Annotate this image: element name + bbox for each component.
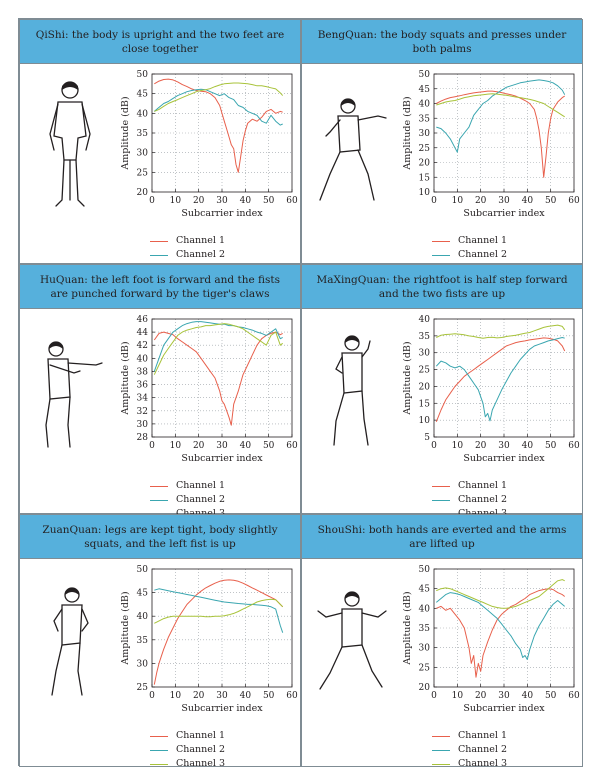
- x-axis-label: Subcarrier index: [181, 703, 263, 714]
- x-tick-label: 60: [286, 196, 298, 206]
- legend-swatch: [432, 750, 450, 751]
- legend-label: Channel 3: [176, 758, 226, 769]
- y-tick-label: 50: [136, 565, 148, 575]
- y-tick-label: 28: [136, 433, 148, 443]
- y-tick-label: 40: [136, 109, 148, 120]
- legend-label: Channel 2: [458, 744, 508, 755]
- legend-item-channel-2: [432, 743, 572, 757]
- panel-title: [302, 265, 582, 309]
- x-tick-label: 40: [239, 196, 252, 206]
- series-line-channel-2: [436, 593, 564, 660]
- figure-grid: [18, 18, 582, 769]
- legend-label: Channel 1: [458, 480, 508, 491]
- legend-label: Channel 3: [458, 758, 508, 769]
- legend-label: Channel 1: [176, 730, 226, 741]
- series-line-channel-2: [436, 80, 564, 152]
- legend-label: Channel 2: [458, 249, 508, 260]
- y-tick-label: 34: [136, 393, 148, 404]
- y-tick-label: 40: [136, 354, 148, 365]
- x-tick-label: 20: [474, 441, 487, 451]
- y-tick-label: 40: [418, 99, 430, 110]
- y-tick-label: 30: [136, 659, 148, 670]
- series-line-channel-3: [154, 83, 282, 111]
- x-axis-label: Subcarrier index: [181, 208, 263, 219]
- y-tick-label: 50: [136, 70, 148, 80]
- legend-label: Channel 1: [458, 730, 508, 741]
- y-axis-label: Amplitude (dB): [120, 96, 131, 170]
- series-line-channel-3: [436, 94, 564, 117]
- legend-swatch: [432, 500, 450, 501]
- x-tick-label: 50: [544, 196, 557, 206]
- legend-item-channel-2: [432, 493, 572, 507]
- y-tick-label: 25: [418, 365, 430, 376]
- y-tick-label: 25: [136, 168, 148, 179]
- panel-title-text: ZuanQuan: legs are kept tight, body slightly squats, and the left fist is up: [42, 523, 278, 550]
- legend-label: Channel 1: [458, 235, 508, 246]
- y-tick-label: 35: [418, 331, 430, 342]
- panel-title: [20, 515, 300, 559]
- y-axis-label: Amplitude (dB): [402, 341, 413, 415]
- x-tick-label: 10: [169, 441, 182, 451]
- legend: [150, 729, 290, 771]
- y-tick-label: 40: [136, 612, 148, 623]
- figure-illustration-qishi: [30, 76, 108, 216]
- y-tick-label: 30: [136, 419, 148, 430]
- series-line-channel-2: [154, 89, 282, 125]
- y-tick-label: 15: [418, 399, 430, 410]
- figure-illustration-bengquan: [312, 76, 390, 216]
- y-axis-label: Amplitude (dB): [402, 591, 413, 665]
- y-tick-label: 20: [418, 158, 430, 169]
- x-axis-label: Subcarrier index: [181, 453, 263, 464]
- y-tick-label: 40: [418, 315, 430, 325]
- legend-item-channel-2: [150, 248, 290, 262]
- legend-item-channel-1: [150, 729, 290, 743]
- y-tick-label: 45: [136, 89, 148, 100]
- y-tick-label: 20: [136, 188, 148, 198]
- figure-illustration-shoushi: [312, 571, 390, 711]
- series-line-channel-1: [436, 91, 564, 177]
- chart-shoushi: [392, 563, 582, 723]
- y-tick-label: 50: [418, 565, 430, 575]
- legend-item-channel-2: [150, 743, 290, 757]
- legend-item-channel-1: [432, 479, 572, 493]
- x-tick-label: 0: [149, 691, 155, 701]
- legend-swatch: [432, 764, 450, 765]
- panel-shoushi: [301, 514, 583, 767]
- x-tick-label: 20: [474, 691, 487, 701]
- y-axis-label: Amplitude (dB): [120, 341, 131, 415]
- legend-swatch: [432, 241, 450, 242]
- y-tick-label: 36: [136, 380, 148, 391]
- legend-item-channel-2: [432, 248, 572, 262]
- series-line-channel-1: [154, 79, 282, 172]
- series-line-channel-1: [436, 589, 564, 678]
- legend-swatch: [150, 500, 168, 501]
- x-tick-label: 30: [216, 196, 228, 206]
- y-tick-label: 40: [418, 604, 430, 615]
- x-tick-label: 60: [568, 691, 580, 701]
- legend-label: Channel 1: [176, 235, 226, 246]
- x-tick-label: 40: [521, 691, 534, 701]
- y-tick-label: 5: [424, 433, 430, 443]
- panel-title: [302, 20, 582, 64]
- x-tick-label: 10: [169, 196, 182, 206]
- series-line-channel-1: [154, 580, 282, 685]
- y-tick-label: 25: [418, 663, 430, 674]
- y-tick-label: 32: [136, 406, 148, 417]
- legend-item-channel-3: [150, 757, 290, 771]
- x-tick-label: 10: [451, 691, 464, 701]
- legend: [432, 729, 572, 771]
- panel-bengquan: [301, 19, 583, 264]
- legend-item-channel-2: [150, 493, 290, 507]
- x-tick-label: 20: [474, 196, 487, 206]
- legend-item-channel-1: [150, 234, 290, 248]
- x-tick-label: 60: [568, 196, 580, 206]
- legend-swatch: [150, 764, 168, 765]
- legend-item-channel-1: [150, 479, 290, 493]
- legend-swatch: [432, 255, 450, 256]
- panel-title: [20, 265, 300, 309]
- legend-swatch: [432, 736, 450, 737]
- y-tick-label: 30: [418, 129, 430, 139]
- x-tick-label: 20: [192, 441, 205, 451]
- y-tick-label: 44: [136, 328, 148, 339]
- legend-label: Channel 2: [176, 744, 226, 755]
- legend-swatch: [150, 486, 168, 487]
- x-tick-label: 0: [431, 196, 437, 206]
- legend-swatch: [150, 750, 168, 751]
- x-tick-label: 30: [498, 691, 510, 701]
- panel-title-text: BengQuan: the body squats and presses under both palms: [317, 28, 567, 55]
- x-axis-label: Subcarrier index: [463, 703, 545, 714]
- y-tick-label: 50: [418, 70, 430, 80]
- x-tick-label: 60: [286, 441, 298, 451]
- x-tick-label: 30: [498, 196, 510, 206]
- x-tick-label: 30: [498, 441, 510, 451]
- panel-title-text: ShouShi: both hands are everted and the arms are lifted up: [317, 523, 567, 550]
- y-tick-label: 20: [418, 683, 430, 693]
- y-tick-label: 10: [418, 188, 430, 198]
- panel-title-text: MaXingQuan: the rightfoot is half step forward and the two fists are up: [316, 273, 568, 300]
- panel-huquan: [19, 264, 301, 514]
- y-tick-label: 30: [418, 643, 430, 654]
- legend-label: Channel 2: [176, 249, 226, 260]
- x-tick-label: 50: [262, 196, 275, 206]
- chart-bengquan: [392, 68, 582, 228]
- y-tick-label: 42: [136, 341, 148, 352]
- legend-swatch: [150, 736, 168, 737]
- x-axis-label: Subcarrier index: [463, 208, 545, 219]
- series-line-channel-1: [154, 332, 282, 425]
- x-tick-label: 0: [149, 441, 155, 451]
- y-tick-label: 20: [418, 382, 430, 393]
- x-tick-label: 40: [521, 441, 534, 451]
- x-tick-label: 20: [192, 196, 205, 206]
- x-tick-label: 0: [431, 441, 437, 451]
- chart-maxingquan: [392, 313, 582, 473]
- y-tick-label: 25: [136, 683, 148, 693]
- x-tick-label: 50: [544, 441, 557, 451]
- y-axis-label: Amplitude (dB): [120, 591, 131, 665]
- panel-maxingquan: [301, 264, 583, 514]
- y-tick-label: 45: [418, 84, 430, 95]
- panel-zuanquan: [19, 514, 301, 767]
- chart-huquan: [110, 313, 300, 473]
- legend-label: Channel 2: [176, 494, 226, 505]
- x-tick-label: 30: [216, 691, 228, 701]
- x-tick-label: 60: [286, 691, 298, 701]
- figure-illustration-zuanquan: [30, 571, 108, 711]
- legend-label: Channel 2: [458, 494, 508, 505]
- y-tick-label: 25: [418, 143, 430, 154]
- y-tick-label: 45: [136, 588, 148, 599]
- y-tick-label: 38: [136, 367, 148, 378]
- x-tick-label: 50: [262, 691, 275, 701]
- panel-title: [20, 20, 300, 64]
- y-axis-label: Amplitude (dB): [402, 96, 413, 170]
- x-tick-label: 0: [431, 691, 437, 701]
- y-tick-label: 35: [136, 129, 148, 139]
- series-line-channel-3: [154, 599, 282, 623]
- panel-title-text: QiShi: the body is upright and the two feet are close together: [35, 28, 285, 55]
- y-tick-label: 35: [418, 624, 430, 634]
- x-tick-label: 10: [451, 196, 464, 206]
- x-tick-label: 10: [451, 441, 464, 451]
- series-line-channel-3: [436, 325, 564, 338]
- x-tick-label: 40: [521, 196, 534, 206]
- x-tick-label: 50: [544, 691, 557, 701]
- y-tick-label: 30: [136, 148, 148, 159]
- x-tick-label: 0: [149, 196, 155, 206]
- x-axis-label: Subcarrier index: [463, 453, 545, 464]
- legend-item-channel-3: [432, 757, 572, 771]
- legend-swatch: [150, 255, 168, 256]
- x-tick-label: 40: [239, 691, 252, 701]
- x-tick-label: 10: [169, 691, 182, 701]
- y-tick-label: 35: [418, 114, 430, 125]
- legend-item-channel-1: [432, 234, 572, 248]
- legend-label: Channel 1: [176, 480, 226, 491]
- legend-swatch: [150, 241, 168, 242]
- chart-zuanquan: [110, 563, 300, 723]
- y-tick-label: 15: [418, 173, 430, 184]
- y-tick-label: 10: [418, 416, 430, 427]
- panel-title-text: HuQuan: the left foot is forward and the fists are punched forward by the tiger's claws: [39, 273, 281, 300]
- series-line-channel-1: [436, 338, 564, 422]
- y-tick-label: 30: [418, 348, 430, 359]
- series-line-channel-2: [154, 322, 282, 372]
- panel-title: [302, 515, 582, 559]
- legend-item-channel-1: [432, 729, 572, 743]
- figure-illustration-maxingquan: [312, 321, 390, 461]
- y-tick-label: 46: [136, 315, 148, 325]
- y-tick-label: 45: [418, 584, 430, 595]
- panel-qishi: [19, 19, 301, 264]
- legend-swatch: [432, 486, 450, 487]
- x-tick-label: 60: [568, 441, 580, 451]
- y-tick-label: 35: [136, 635, 148, 646]
- chart-qishi: [110, 68, 300, 228]
- plot-frame: [152, 319, 292, 437]
- figure-illustration-huquan: [30, 321, 108, 461]
- x-tick-label: 20: [192, 691, 205, 701]
- x-tick-label: 40: [239, 441, 252, 451]
- x-tick-label: 30: [216, 441, 228, 451]
- x-tick-label: 50: [262, 441, 275, 451]
